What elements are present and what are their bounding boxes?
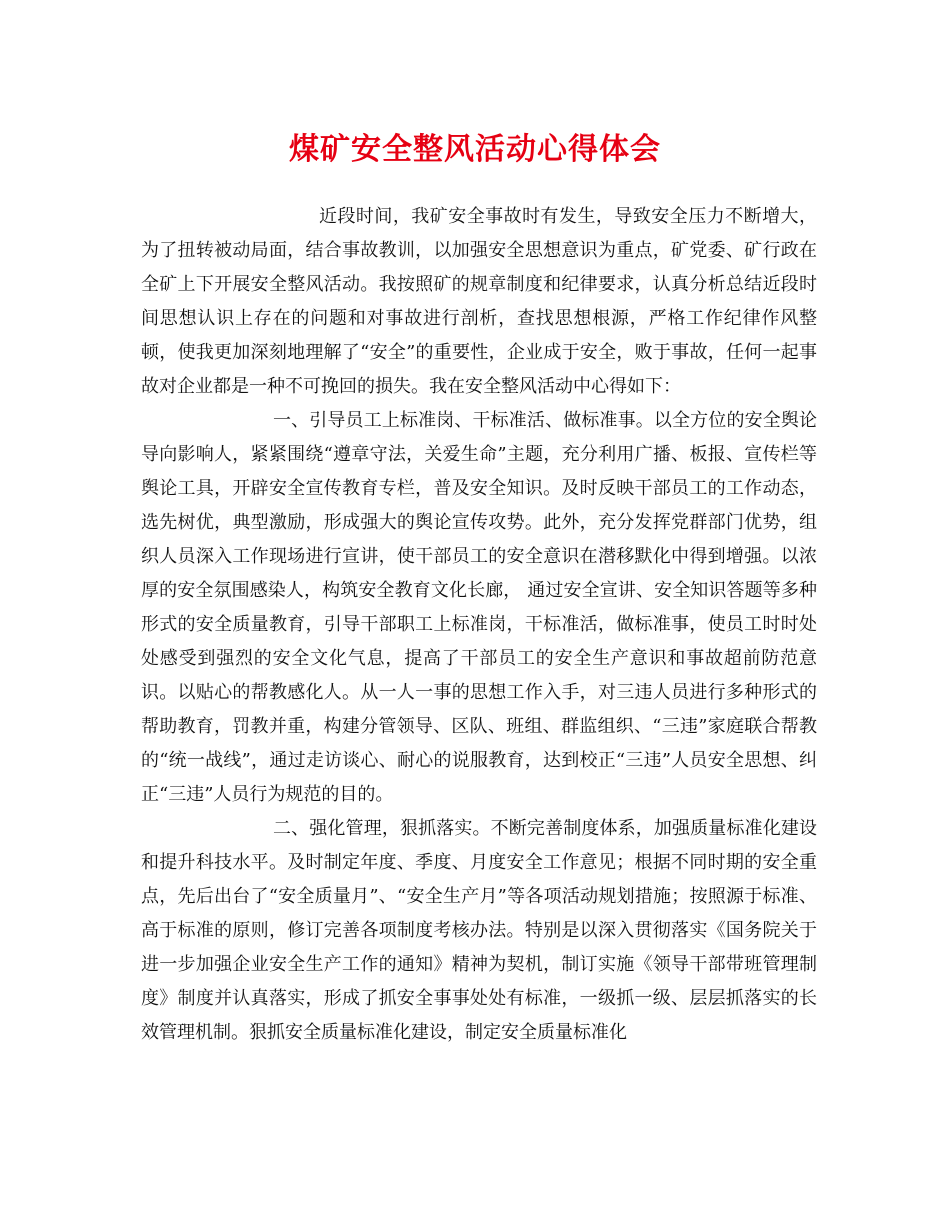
paragraph-intro: 近段时间，我矿安全事故时有发生，导致安全压力不断增大，为了扭转被动局面，结合事故教训，以加强安全思想意识为重点，矿党委、矿行政在全矿上下开展安全整风活动。我按照矿的规章制度和纪律要求，认真分析总结近段时间思想认识上存在的问题和对事故进行剖析，查找思想根源，严格工作纪律作风整顿，使我更加深刻地理解了“安全”的重要性，企业成于安全，败于事故，任何一起事故对企业都是一种不可挽回的损失。我在安全整风活动中心得如下： xyxy=(141,206,817,397)
paragraph-section-one: 一、引导员工上标准岗、干标准活、做标准事。以全方位的安全舆论导向影响人，紧紧围绕“遵章守法，关爱生命”主题，充分利用广播、板报、宣传栏等舆论工具，开辟安全宣传教育专栏，普及安全知识。及时反映干部员工的工作动态，选先树优，典型激励，形成强大的舆论宣传攻势。此外，充分发挥党群部门优势，组织人员深入工作现场进行宣讲，使干部员工的安全意识在潜移默化中得到增强。以浓厚的安全氛围感染人，构筑安全教育文化长廊， 通过安全宣讲、安全知识答题等多种形式的安全质量教育，引导干部职工上标准岗，干标准活，做标准事，使员工时时处处感受到强烈的安全文化气息，提高了干部员工的安全生产意识和事故超前防范意识。以贴心的帮教感化人。从一人一事的思想工作入手，对三违人员进行多种形式的帮助教育，罚教并重，构建分管领导、区队、班组、群监组织、“三违”家庭联合帮教的“统一战线”，通过走访谈心、耐心的说服教育，达到校正“三违”人员安全思想、纠正“三违”人员行为规范的目的。 xyxy=(141,410,817,805)
document-title: 煤矿安全整风活动心得体会 xyxy=(289,132,661,167)
document-body xyxy=(141,200,817,1050)
paragraph-section-two: 二、强化管理，狠抓落实。不断完善制度体系，加强质量标准化建设和提升科技水平。及时制定年度、季度、月度安全工作意见；根据不同时期的安全重点，先后出台了“安全质量月”、“安全生产月”等各项活动规划措施；按照源于标准、高于标准的原则，修订完善各项制度考核办法。特别是以深入贯彻落实《国务院关于进一步加强企业安全生产工作的通知》精神为契机，制订实施《领导干部带班管理制度》制度并认真落实，形成了抓安全事事处处有标准，一级抓一级、层层抓落实的长效管理机制。狠抓安全质量标准化建设，制定安全质量标准化 xyxy=(141,818,817,1043)
